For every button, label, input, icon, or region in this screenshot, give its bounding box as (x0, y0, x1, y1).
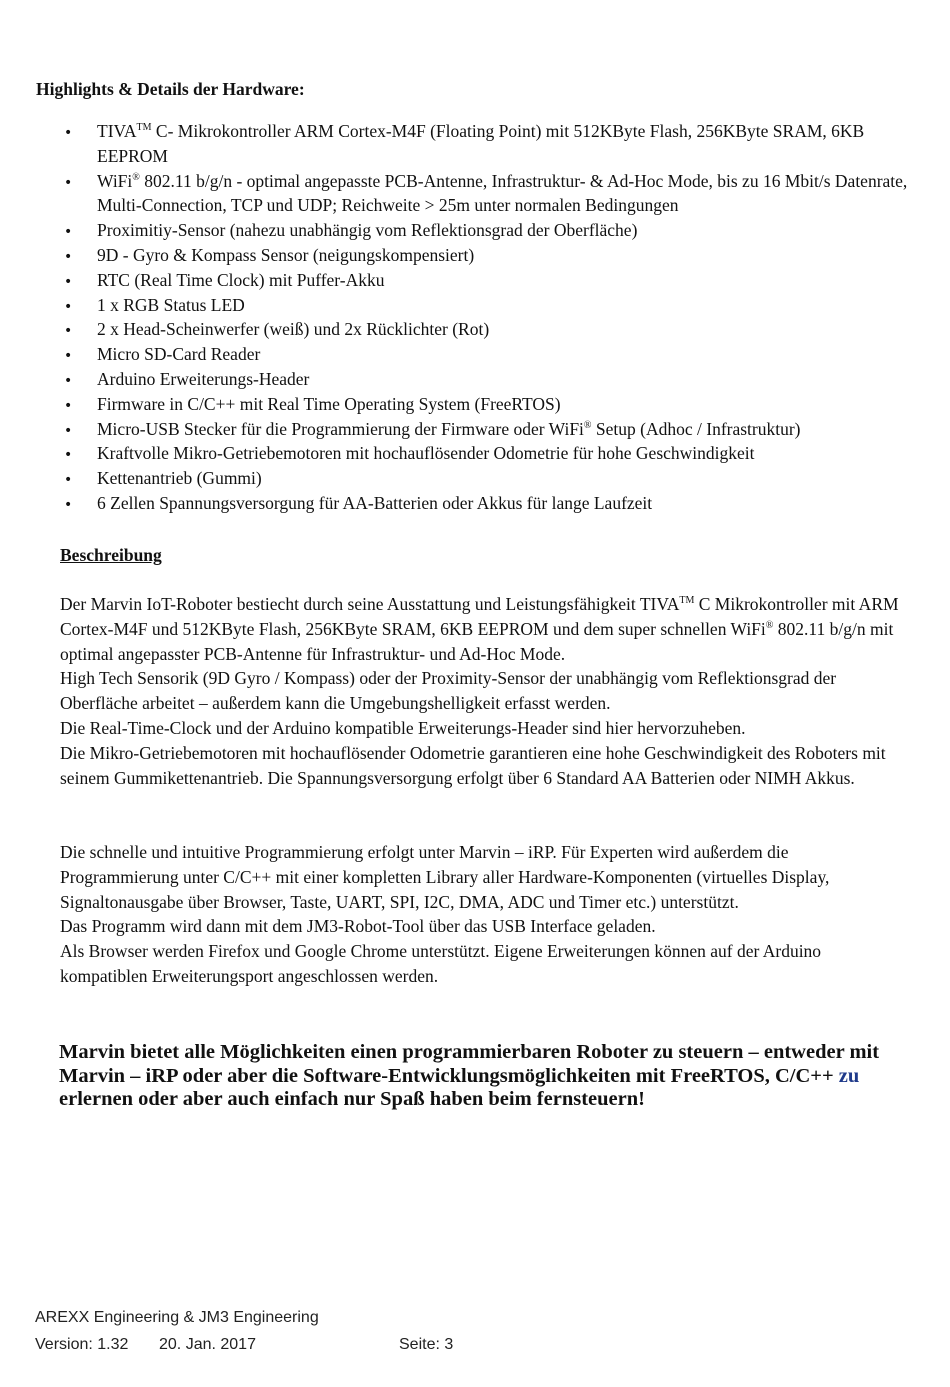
bullet-item (0, 218, 950, 243)
description-text: Die Mikro-Getriebemotoren mit hochauflösender Odometrie garantieren eine hohe Geschwindigkeit des Roboters mit seinem Gummikettenantrieb. Die Spannungsversorgung erfolgt über 6 Standard AA Batterien oder NIMH Akkus. (60, 742, 886, 788)
description-paragraph-2 (60, 840, 910, 989)
bullet-item (0, 293, 950, 318)
bullet-text: RTC (Real Time Clock) mit Puffer-Akku (97, 269, 385, 290)
description-text: C Mikrokontroller mit ARM Cortex-M4F und 512KByte Flash, 256KByte SRAM, 6KB EEPROM und dem super schnellen WiFi (60, 594, 899, 639)
bullet-dot-icon (64, 243, 74, 270)
bullet-text: Arduino Erweiterungs-Header (97, 368, 310, 389)
footer-date: 20. Jan. 2017 (159, 1336, 256, 1353)
description-text: 802.11 b/g/n mit optimal angepasster PCB-Antenne für Infrastruktur- und Ad-Hoc Mode. (60, 618, 894, 664)
closing-text-highlight: zu (838, 1064, 860, 1087)
section-title: Beschreibung (60, 545, 162, 565)
bullet-text: Micro SD-Card Reader (97, 344, 261, 365)
bullet-dot-icon (64, 392, 74, 419)
bullet-item (0, 169, 950, 219)
bullet-dot-icon (64, 119, 74, 146)
bullet-text: WiFi (97, 170, 133, 191)
bullet-dot-icon (64, 342, 74, 369)
bullet-text: Kraftvolle Mikro-Getriebemotoren mit hochauflösender Odometrie für hohe Geschwindigkeit (97, 443, 755, 464)
bullet-item (0, 342, 950, 367)
footer-version: Version: 1.32 (35, 1336, 129, 1353)
bullet-dot-icon (64, 367, 74, 394)
bullet-text: 2 x Head-Scheinwerfer (weiß) und 2x Rücklichter (Rot) (97, 319, 490, 340)
bullet-dot-icon (64, 317, 74, 344)
bullet-dot-icon (64, 169, 74, 196)
bullet-text: 1 x RGB Status LED (97, 294, 245, 315)
bullet-text: Setup (Adhoc / Infrastruktur) (591, 418, 801, 439)
bullet-item (0, 466, 950, 491)
bullet-text: 6 Zellen Spannungsversorgung für AA-Batterien oder Akkus für lange Laufzeit (97, 492, 653, 513)
bullet-text: Proximitiy-Sensor (nahezu unabhängig vom Reflektionsgrad der Oberfläche) (97, 220, 638, 241)
hardware-heading: Highlights & Details der Hardware: (36, 79, 305, 99)
footer-company: AREXX Engineering & JM3 Engineering (35, 1309, 319, 1326)
bullet-text: C- Mikrokontroller ARM Cortex-M4F (Floating Point) mit 512KByte Flash, 256KByte SRAM, 6KB EEPROM (97, 121, 865, 166)
closing-statement (59, 1041, 909, 1112)
bullet-text: Micro-USB Stecker für die Programmierung der Firmware oder WiFi (97, 418, 584, 439)
bullet-dot-icon (64, 466, 74, 493)
trademark-sup: TM (679, 595, 695, 607)
bullet-item (0, 243, 950, 268)
bullet-text: 9D - Gyro & Kompass Sensor (neigungskompensiert) (97, 244, 475, 265)
bullet-item (0, 441, 950, 466)
bullet-dot-icon (64, 441, 74, 468)
bullet-item (0, 491, 950, 516)
description-text: High Tech Sensorik (9D Gyro / Kompass) oder der Proximity-Sensor der unabhängig vom Reflektionsgrad der Oberfläche arbeitet – außerdem kann die Umgebungshelligkeit erfasst werden. (60, 668, 837, 714)
bullet-dot-icon (64, 218, 74, 245)
description-text: Die schnelle und intuitive Programmierung erfolgt unter Marvin – iRP. Für Experten wird außerdem die Programmierung unter C/C++ mit einer kompletten Library aller Hardware-Komponenten (virtuelles Display, Signaltonausgabe über Browser, Taste, UART, SPI, I2C, DMA, ADC und Timer etc.) unterstützt. (60, 842, 830, 912)
bullet-text: 802.11 b/g/n - optimal angepasste PCB-Antenne, Infrastruktur- & Ad-Hoc Mode, bis zu 16 Mbit/s Datenrate, Multi-Connection, TCP und UDP; Reichweite > 25m unter normalen Bedingungen (97, 170, 908, 216)
bullet-item (0, 317, 950, 342)
closing-text: erlernen oder aber auch einfach nur Spaß haben beim fernsteuern! (59, 1088, 645, 1110)
bullet-text: Kettenantrieb (Gummi) (97, 468, 262, 489)
bullet-item (0, 119, 950, 169)
description-paragraph-1 (60, 592, 910, 790)
bullet-dot-icon (64, 268, 74, 295)
hardware-bullet-list (0, 119, 950, 516)
bullet-item (0, 367, 950, 392)
closing-text: Marvin bietet alle Möglichkeiten einen programmierbaren Roboter zu steuern – entweder mit Marvin – iRP oder aber die Software-Entwicklungsmöglichkeiten mit FreeRTOS, C/C++ (59, 1041, 880, 1087)
bullet-sup: ® (132, 171, 140, 183)
bullet-dot-icon (64, 491, 74, 518)
description-text: Das Programm wird dann mit dem JM3-Robot-Tool über das USB Interface geladen. (60, 916, 656, 937)
footer-page-number: Seite: 3 (399, 1336, 454, 1353)
description-text: Die Real-Time-Clock und der Arduino kompatible Erweiterungs-Header sind hier hervorzuheben. (60, 717, 746, 738)
description-text: Als Browser werden Firefox und Google Chrome unterstützt. Eigene Erweiterungen können auf der Arduino kompatiblen Erweiterungsport angeschlossen werden. (60, 941, 822, 986)
bullet-sup: ® (583, 419, 592, 431)
bullet-sup: TM (136, 122, 152, 134)
bullet-item (0, 392, 950, 417)
bullet-item (0, 417, 950, 442)
bullet-text: Firmware in C/C++ mit Real Time Operating System (FreeRTOS) (97, 393, 561, 414)
bullet-text: TIVA (97, 121, 137, 141)
bullet-item (0, 268, 950, 293)
footer-meta (35, 1333, 453, 1358)
description-text: Der Marvin IoT-Roboter bestiecht durch seine Ausstattung und Leistungsfähigkeit TIVA (60, 594, 680, 614)
registered-sup: ® (765, 619, 774, 631)
bullet-dot-icon (64, 417, 74, 444)
bullet-dot-icon (64, 293, 74, 320)
